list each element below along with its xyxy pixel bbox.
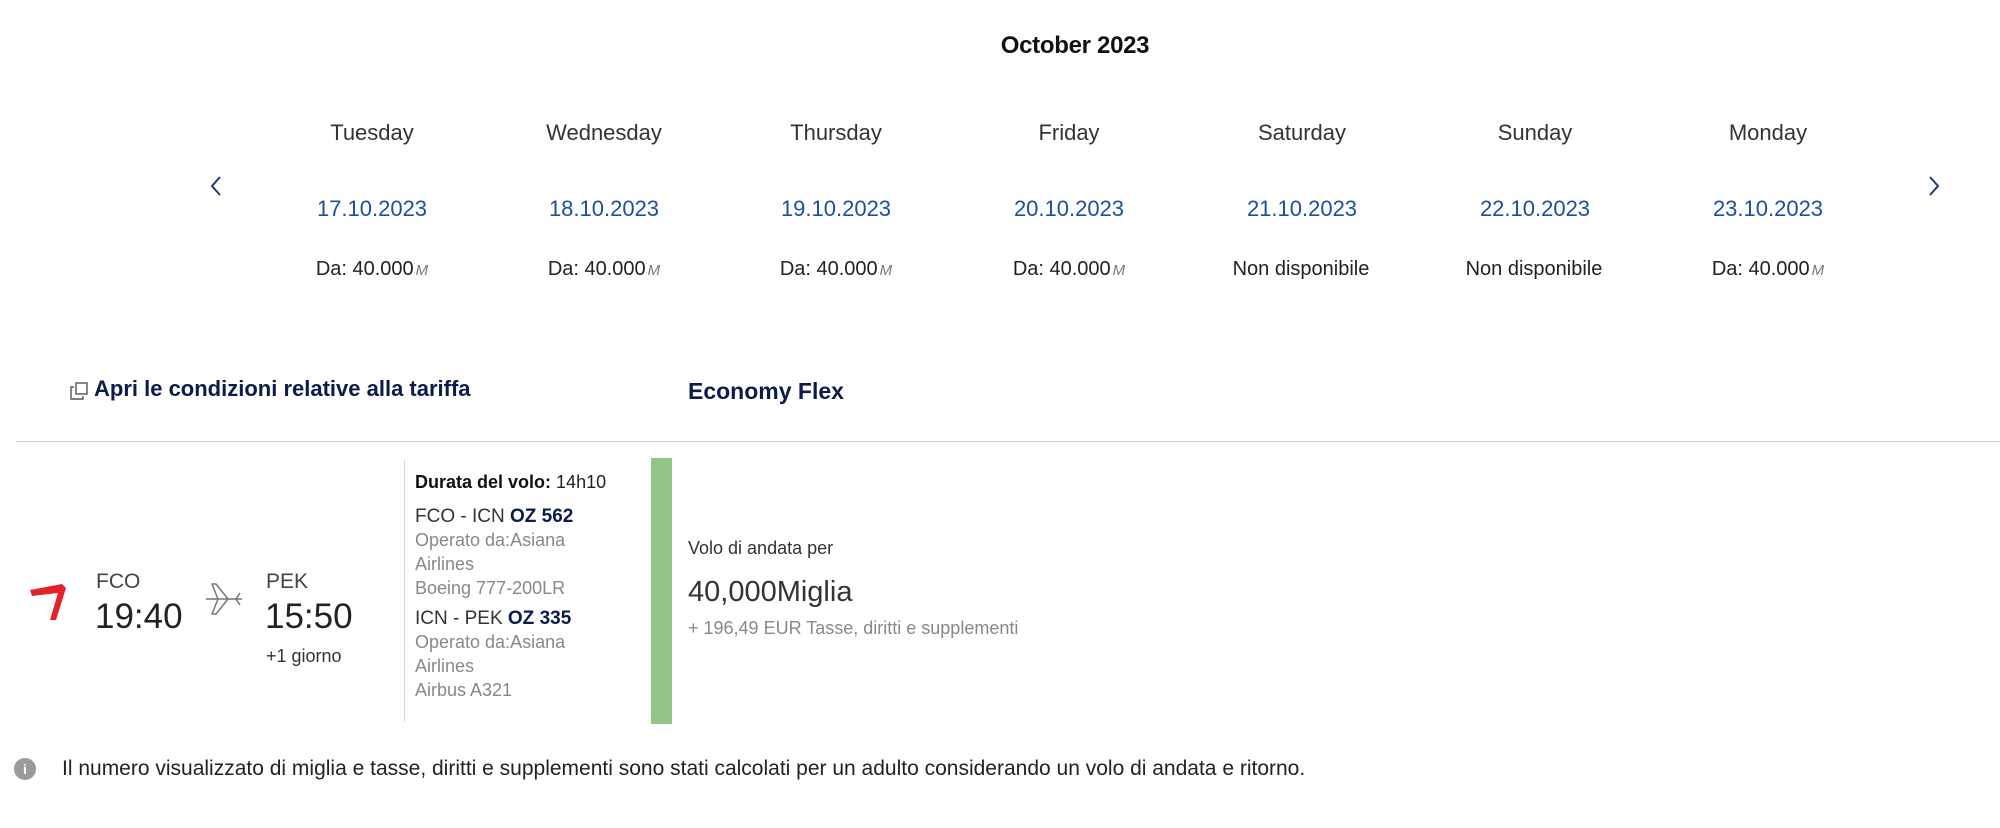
notice-text: Il numero visualizzato di miglia e tasse, diritti e supplementi sono stati calcolati per un adulto considerando un volo di andata e ritorno.	[62, 757, 1306, 780]
segment-route: FCO - ICN	[415, 506, 505, 527]
airline-logo-icon	[26, 576, 74, 624]
fare-class-title: Economy Flex	[688, 378, 844, 404]
fare-conditions-label: Apri le condizioni relative alla tariffa	[94, 376, 471, 401]
duration-row	[415, 470, 642, 494]
day-price	[488, 258, 720, 281]
miles-unit: M	[1112, 262, 1126, 279]
weekday-label: Friday	[1038, 120, 1100, 145]
weekday-label: Wednesday	[546, 120, 662, 145]
price-text: Non disponibile	[1232, 258, 1370, 280]
duration-value: 14h10	[556, 472, 607, 492]
flight-number: OZ 335	[507, 608, 572, 629]
weekday-label: Thursday	[790, 120, 882, 145]
arrival-time: 15:50	[265, 597, 353, 636]
month-title: October 2023	[1000, 32, 1150, 59]
weekday-label: Sunday	[1497, 120, 1573, 145]
date-link[interactable]: 19.10.2023	[780, 196, 892, 221]
info-icon: i	[14, 758, 36, 780]
miles-unit: M	[1811, 262, 1825, 279]
fare-conditions-link[interactable]	[70, 376, 471, 402]
offer-taxes: + 196,49 EUR Tasse, diritti e supplementi	[688, 618, 1019, 638]
price-text: Da: 40.000	[779, 258, 878, 280]
day-price	[720, 258, 952, 281]
price-text: Da: 40.000	[547, 258, 646, 280]
flight-details	[404, 460, 642, 722]
departure-time: 19:40	[95, 597, 183, 636]
chevron-right-icon	[1926, 174, 1942, 198]
date-link[interactable]: 23.10.2023	[1712, 196, 1824, 221]
date-link[interactable]: 20.10.2023	[1013, 196, 1125, 221]
external-link-icon	[70, 380, 88, 398]
chevron-left-icon	[208, 174, 224, 198]
operated-by-cont: Airlines	[415, 554, 475, 574]
date-link[interactable]: 17.10.2023	[316, 196, 428, 221]
next-week-button[interactable]	[1914, 166, 1954, 206]
day-price	[1186, 258, 1418, 281]
miles-unit: M	[647, 262, 661, 279]
miles-unit: M	[415, 262, 429, 279]
aircraft-type: Boeing 777-200LR	[415, 578, 566, 598]
aircraft-type: Airbus A321	[415, 680, 513, 700]
price-text: Da: 40.000	[1711, 258, 1810, 280]
destination-code: PEK	[266, 570, 309, 593]
day-price	[256, 258, 488, 281]
origin-code: FCO	[96, 570, 141, 593]
date-link[interactable]: 21.10.2023	[1246, 196, 1358, 221]
day-price	[1419, 258, 1651, 281]
segment-route: ICN - PEK	[415, 608, 503, 629]
segment-2	[415, 608, 642, 630]
segment-1	[415, 506, 642, 528]
next-day-indicator: +1 giorno	[266, 646, 342, 666]
price-text: Da: 40.000	[315, 258, 414, 280]
price-text: Da: 40.000	[1012, 258, 1111, 280]
day-price	[953, 258, 1185, 281]
offer-price[interactable]: 40,000Miglia	[688, 576, 853, 608]
date-link[interactable]: 18.10.2023	[548, 196, 660, 221]
weekday-label: Tuesday	[330, 120, 414, 145]
operated-by-cont: Airlines	[415, 656, 475, 676]
fare-selection-bar[interactable]	[651, 458, 672, 724]
day-price	[1652, 258, 1884, 281]
operated-by: Operato da:Asiana	[415, 632, 566, 652]
operated-by: Operato da:Asiana	[415, 530, 566, 550]
date-link[interactable]: 22.10.2023	[1479, 196, 1591, 221]
miles-unit: M	[879, 262, 893, 279]
plane-icon	[204, 578, 246, 620]
duration-label: Durata del volo:	[415, 472, 552, 492]
weekday-label: Saturday	[1257, 120, 1347, 145]
price-text: Non disponibile	[1465, 258, 1603, 280]
weekday-label: Monday	[1728, 120, 1808, 145]
divider	[16, 441, 2000, 442]
flight-number: OZ 562	[510, 506, 574, 527]
prev-week-button[interactable]	[196, 166, 236, 206]
offer-label: Volo di andata per	[688, 538, 834, 558]
